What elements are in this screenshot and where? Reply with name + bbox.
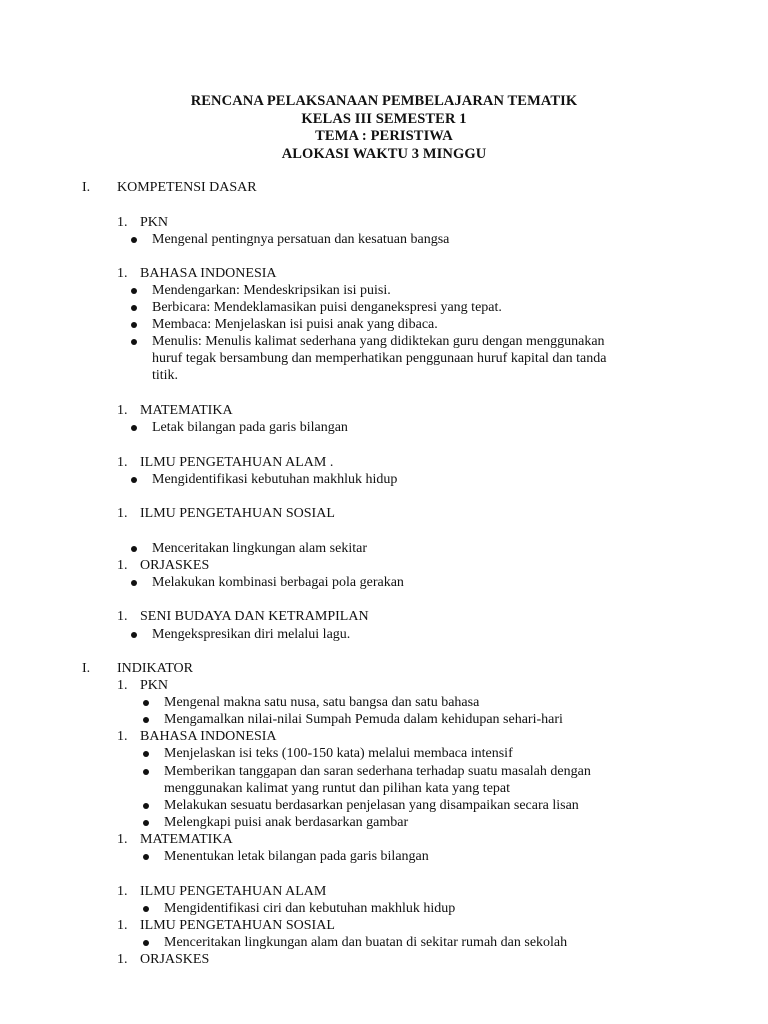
bullet-dot [131,477,137,483]
bullet-dot [143,751,149,757]
bullet-dot [131,322,137,328]
section-roman: I. [82,661,91,676]
list-item: Mendengarkan: Mendeskripsikan isi puisi. [152,283,391,298]
subject-bahasa-indonesia: BAHASA INDONESIA [140,266,277,281]
subject-orjaskes: ORJASKES [140,952,210,967]
bullet-dot [143,906,149,912]
bullet-dot [131,632,137,638]
title-line-3: TEMA : PERISTIWA [315,128,453,144]
list-item: Melakukan kombinasi berbagai pola gerakan [152,575,404,590]
item-number: 1. [117,266,128,281]
section-heading-indikator: INDIKATOR [117,661,193,676]
item-number: 1. [117,918,128,933]
list-item: Membaca: Menjelaskan isi puisi anak yang dibaca. [152,317,438,332]
title-line-1: RENCANA PELAKSANAAN PEMBELAJARAN TEMATIK [190,93,578,109]
bullet-dot [131,580,137,586]
document-title [0,93,768,163]
list-item-continuation: titik. [152,368,179,383]
list-item: Memberikan tanggapan dan saran sederhana terhadap suatu masalah dengan [164,764,591,779]
list-item: Melengkapi puisi anak berdasarkan gambar [164,815,409,830]
list-item: Menjelaskan isi teks (100-150 kata) melalui membaca intensif [164,746,513,761]
item-number: 1. [117,609,128,624]
list-item: Letak bilangan pada garis bilangan [152,420,348,435]
list-item: Mengamalkan nilai-nilai Sumpah Pemuda dalam kehidupan sehari-hari [164,712,563,727]
item-number: 1. [117,558,128,573]
list-item: Mengidentifikasi ciri dan kebutuhan makhluk hidup [164,901,456,916]
subject-pkn: PKN [140,215,169,230]
item-number: 1. [117,952,128,967]
subject-ipa: ILMU PENGETAHUAN ALAM . [140,455,334,470]
item-number: 1. [117,215,128,230]
subject-seni-budaya: SENI BUDAYA DAN KETRAMPILAN [140,609,369,624]
list-item: Mengekspresikan diri melalui lagu. [152,627,351,642]
list-item: Menceritakan lingkungan alam dan buatan di sekitar rumah dan sekolah [164,935,568,950]
title-line-2: KELAS III SEMESTER 1 [301,110,467,127]
bullet-dot [131,546,137,552]
bullet-dot [131,425,137,431]
subject-ips: ILMU PENGETAHUAN SOSIAL [140,918,335,933]
item-number: 1. [117,884,128,899]
list-item: Mengenal makna satu nusa, satu bangsa dan satu bahasa [164,695,480,710]
item-number: 1. [117,403,128,418]
list-item: Melakukan sesuatu berdasarkan penjelasan yang disampaikan secara lisan [164,798,579,813]
item-number: 1. [117,832,128,847]
subject-pkn: PKN [140,678,169,693]
bullet-dot [143,700,149,706]
bullet-dot [143,820,149,826]
bullet-dot [131,339,137,345]
item-number: 1. [117,729,128,744]
bullet-dot [131,288,137,294]
bullet-dot [143,803,149,809]
item-number: 1. [117,506,128,521]
list-item: Mengidentifikasi kebutuhan makhluk hidup [152,472,398,487]
list-item: Menentukan letak bilangan pada garis bilangan [164,849,429,864]
bullet-dot [143,717,149,723]
list-item: Menulis: Menulis kalimat sederhana yang didiktekan guru dengan menggunakan [152,334,605,349]
list-item: Menceritakan lingkungan alam sekitar [152,541,367,556]
subject-ips: ILMU PENGETAHUAN SOSIAL [140,506,335,521]
item-number: 1. [117,455,128,470]
bullet-dot [131,237,137,243]
subject-bahasa-indonesia: BAHASA INDONESIA [140,729,277,744]
bullet-dot [143,854,149,860]
bullet-dot [131,305,137,311]
title-line-4: ALOKASI WAKTU 3 MINGGU [281,145,487,162]
subject-matematika: MATEMATIKA [140,832,233,847]
bullet-dot [143,940,149,946]
list-item: Mengenal pentingnya persatuan dan kesatuan bangsa [152,232,450,247]
item-number: 1. [117,678,128,693]
list-item-continuation: menggunakan kalimat yang runtut dan pilihan kata yang tepat [164,781,511,796]
subject-matematika: MATEMATIKA [140,403,233,418]
list-item: Berbicara: Mendeklamasikan puisi denganekspresi yang tepat. [152,300,502,315]
bullet-dot [143,769,149,775]
subject-ipa: ILMU PENGETAHUAN ALAM [140,884,327,899]
list-item-continuation: huruf tegak bersambung dan memperhatikan penggunaan huruf kapital dan tanda [152,351,607,366]
subject-orjaskes: ORJASKES [140,558,210,573]
section-heading-kompetensi: KOMPETENSI DASAR [117,180,257,195]
section-roman: I. [82,180,91,195]
